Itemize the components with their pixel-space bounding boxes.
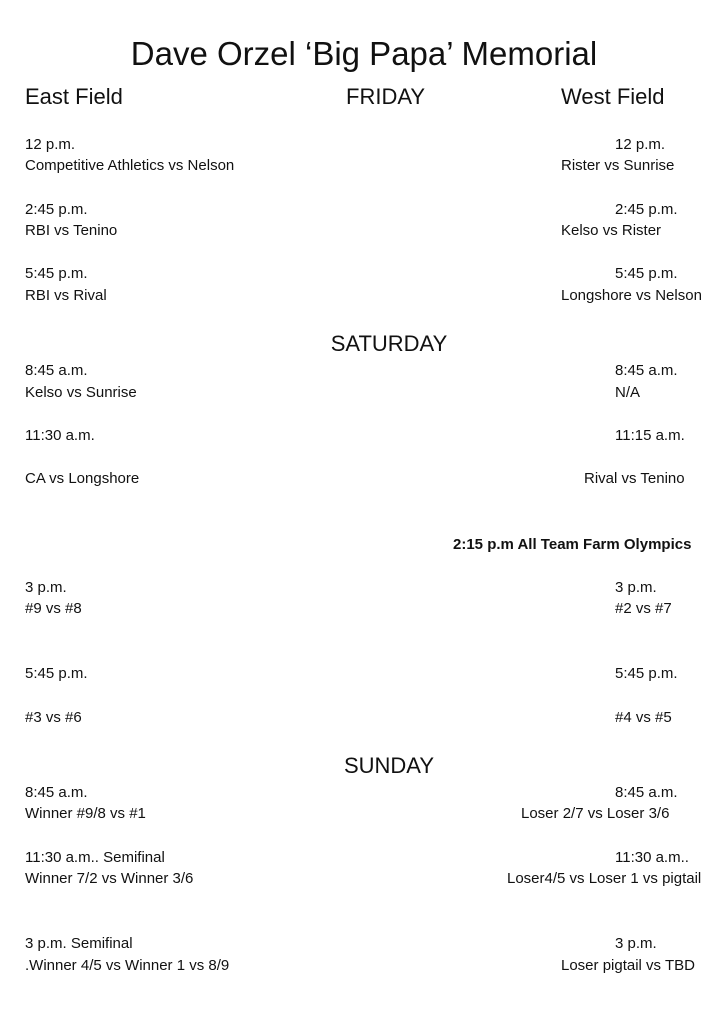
saturday-west-time-1: 8:45 a.m. — [615, 362, 678, 379]
saturday-west-game-1: N/A — [615, 384, 641, 401]
sunday-west-game-2: Loser4/5 vs Loser 1 vs pigtail — [507, 870, 702, 887]
saturday-west-time-2: 11:15 a.m. — [615, 427, 685, 444]
friday-east-game-2: RBI vs Tenino — [25, 222, 118, 239]
page-title: Dave Orzel ‘Big Papa’ Memorial — [130, 35, 598, 72]
saturday-east-game-2: CA vs Longshore — [25, 470, 140, 487]
friday-west-time-1: 12 p.m. — [615, 136, 666, 153]
sunday-west-time-2: 11:30 a.m.. — [615, 849, 689, 866]
sunday-west-game-3: Loser pigtail vs TBD — [561, 957, 695, 974]
saturday-east-game-4: #3 vs #6 — [25, 709, 82, 726]
sunday-east-time-2: 11:30 a.m.. Semifinal — [25, 849, 165, 866]
saturday-west-game-3: #2 vs #7 — [615, 600, 672, 617]
friday-west-game-1: Rister vs Sunrise — [561, 157, 675, 174]
friday-east-game-1: Competitive Athletics vs Nelson — [25, 157, 235, 174]
friday-east-time-3: 5:45 p.m. — [25, 265, 88, 282]
farm-olympics-event: 2:15 p.m All Team Farm Olympics — [453, 536, 692, 553]
saturday-west-time-3: 3 p.m. — [615, 579, 657, 596]
saturday-header: SATURDAY — [330, 331, 448, 356]
sunday-west-time-1: 8:45 a.m. — [615, 784, 678, 801]
sunday-header: SUNDAY — [343, 753, 435, 778]
sunday-east-time-1: 8:45 a.m. — [25, 784, 88, 801]
saturday-east-time-1: 8:45 a.m. — [25, 362, 88, 379]
saturday-west-game-4: #4 vs #5 — [615, 709, 672, 726]
friday-west-game-3: Longshore vs Nelson — [561, 287, 702, 304]
friday-west-time-2: 2:45 p.m. — [615, 201, 678, 218]
saturday-west-time-4: 5:45 p.m. — [615, 665, 678, 682]
friday-east-time-2: 2:45 p.m. — [25, 201, 88, 218]
east-field-header: East Field — [25, 84, 123, 109]
friday-header: FRIDAY — [346, 84, 426, 109]
saturday-east-time-3: 3 p.m. — [25, 579, 67, 596]
sunday-east-time-3: 3 p.m. Semifinal — [25, 935, 133, 952]
sunday-east-game-2: Winner 7/2 vs Winner 3/6 — [25, 870, 194, 887]
sunday-west-game-1: Loser 2/7 vs Loser 3/6 — [521, 805, 670, 822]
friday-east-time-1: 12 p.m. — [25, 136, 76, 153]
sunday-west-time-3: 3 p.m. — [615, 935, 657, 952]
friday-west-game-2: Kelso vs Rister — [561, 222, 662, 239]
saturday-east-time-4: 5:45 p.m. — [25, 665, 88, 682]
saturday-west-game-2: Rival vs Tenino — [584, 470, 685, 487]
sunday-east-game-3: .Winner 4/5 vs Winner 1 vs 8/9 — [25, 957, 230, 974]
saturday-east-time-2: 11:30 a.m. — [25, 427, 95, 444]
saturday-east-game-1: Kelso vs Sunrise — [25, 384, 137, 401]
west-field-header: West Field — [561, 84, 665, 109]
friday-west-time-3: 5:45 p.m. — [615, 265, 678, 282]
friday-east-game-3: RBI vs Rival — [25, 287, 107, 304]
saturday-east-game-3: #9 vs #8 — [25, 600, 82, 617]
sunday-east-game-1: Winner #9/8 vs #1 — [25, 805, 146, 822]
